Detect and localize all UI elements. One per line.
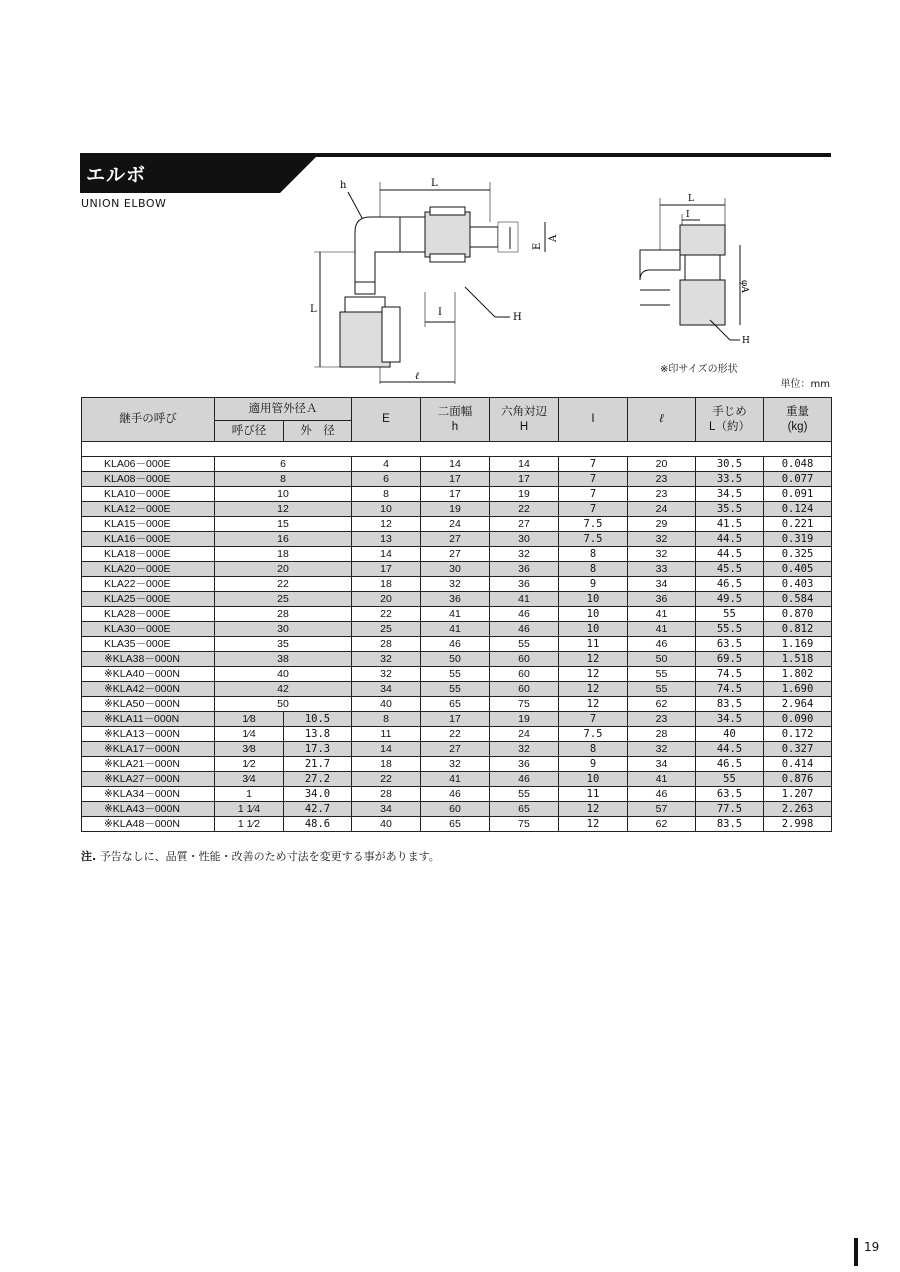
table-cell: 18 [352,577,421,592]
table-cell: 10 [559,622,628,637]
label-L-top: L [431,178,438,189]
table-row [82,667,832,682]
table-cell: 8 [559,562,628,577]
table-cell: KLA15－000E [82,517,215,532]
table-cell: 7.5 [559,517,628,532]
table-cell: 32 [490,547,559,562]
label-L2: L [688,194,694,204]
table-cell: 41 [628,607,696,622]
table-cell: 29 [628,517,696,532]
table-cell: 36 [628,592,696,607]
table-cell: 55 [696,607,764,622]
table-cell: KLA10－000E [82,487,215,502]
table-cell: 65 [490,802,559,817]
table-cell: 41 [421,622,490,637]
table-cell: 40 [352,817,421,832]
table-cell: KLA30－000E [82,622,215,637]
table-cell: 33 [628,562,696,577]
table-cell: ※KLA21－000N [82,757,215,772]
table-cell: KLA16－000E [82,532,215,547]
table-cell: 30 [215,622,352,637]
table-cell: 33.5 [696,472,764,487]
table-cell: 17.3 [284,742,352,757]
table-row [82,577,832,592]
col-L: 手じめ L（約） [696,398,764,442]
table-cell: 0.048 [764,457,832,472]
table-cell: 0.172 [764,727,832,742]
table-row [82,532,832,547]
table-cell: 14 [490,457,559,472]
table-cell: 46.5 [696,757,764,772]
table-cell: 27 [421,532,490,547]
table-cell: ※KLA11－000N [82,712,215,727]
table-cell: 3⁄4 [215,772,284,787]
table-cell: 40 [696,727,764,742]
table-cell: 17 [490,472,559,487]
table-cell: 1.518 [764,652,832,667]
page-number: 19 [864,1240,880,1254]
table-cell: 28 [352,787,421,802]
table-cell: 10 [559,607,628,622]
table-cell: KLA25－000E [82,592,215,607]
table-cell: 10 [559,772,628,787]
table-cell: 77.5 [696,802,764,817]
table-cell: 0.319 [764,532,832,547]
table-cell: 42 [215,682,352,697]
label-H2: H [742,336,750,346]
table-cell: 55 [628,682,696,697]
table-cell: 19 [490,487,559,502]
table-cell: 6 [215,457,352,472]
table-cell: 1.690 [764,682,832,697]
table-cell: 30.5 [696,457,764,472]
col-l: ℓ [628,398,696,442]
label-l: ℓ [415,371,420,382]
table-cell: 69.5 [696,652,764,667]
table-cell: 10 [215,487,352,502]
table-cell: ※KLA17－000N [82,742,215,757]
table-row [82,757,832,772]
table-cell: 0.091 [764,487,832,502]
table-cell: 30 [490,532,559,547]
table-row [82,607,832,622]
col-E: E [352,398,421,442]
table-cell: 27 [421,742,490,757]
table-cell: 27 [421,547,490,562]
table-cell: 32 [352,652,421,667]
table-cell: 36 [490,562,559,577]
col-nominal: 呼び径 [215,421,284,442]
table-cell: 12 [352,517,421,532]
table-row [82,592,832,607]
table-cell: 12 [559,817,628,832]
table-cell: 0.325 [764,547,832,562]
table-cell: 11 [352,727,421,742]
table-cell: 0.812 [764,622,832,637]
col-weight: 重量 (kg) [764,398,832,442]
table-cell: 20 [352,592,421,607]
table-row [82,697,832,712]
table-row [82,742,832,757]
section-subtitle: UNION ELBOW [81,197,167,210]
label-phiA: φA [739,280,749,293]
table-cell: 0.221 [764,517,832,532]
table-cell: 17 [421,472,490,487]
table-cell: 46 [490,607,559,622]
table-row [82,637,832,652]
table-cell: 32 [628,532,696,547]
table-cell: ※KLA48－000N [82,817,215,832]
table-cell: 41.5 [696,517,764,532]
table-cell: 34.5 [696,712,764,727]
label-I: I [438,307,442,318]
table-cell: 10 [352,502,421,517]
table-cell: 55.5 [696,622,764,637]
table-cell: 40 [215,667,352,682]
table-cell: 32 [628,742,696,757]
table-cell: 24 [628,502,696,517]
table-cell: 32 [490,742,559,757]
table-cell: 75 [490,817,559,832]
label-A: A [548,234,559,242]
table-cell: 8 [559,742,628,757]
table-cell: 12 [559,652,628,667]
table-cell: 34 [352,802,421,817]
table-cell: 55 [490,637,559,652]
table-cell: KLA08－000E [82,472,215,487]
table-cell: 41 [628,622,696,637]
table-cell: 12 [215,502,352,517]
table-cell: ※KLA50－000N [82,697,215,712]
table-cell: 60 [421,802,490,817]
table-cell: 41 [628,772,696,787]
footnote-label: 注. [81,850,97,863]
label-I2: I [686,210,690,220]
table-cell: ※KLA43－000N [82,802,215,817]
table-row [82,652,832,667]
label-L-side: L [310,304,317,315]
table-cell: 40 [352,697,421,712]
table-cell: 10.5 [284,712,352,727]
table-cell: 32 [421,577,490,592]
table-cell: 0.077 [764,472,832,487]
table-cell: 50 [215,697,352,712]
col-tube-od: 適用管外径Ａ [215,398,352,421]
table-cell: 74.5 [696,682,764,697]
table-cell: 12 [559,667,628,682]
table-cell: 9 [559,757,628,772]
table-cell: 38 [215,652,352,667]
table-cell: 16 [215,532,352,547]
table-cell: 7.5 [559,532,628,547]
table-cell: 14 [352,742,421,757]
table-cell: 14 [421,457,490,472]
table-cell: 48.6 [284,817,352,832]
table-cell: 19 [490,712,559,727]
table-cell: 7 [559,487,628,502]
table-cell: 1.207 [764,787,832,802]
table-cell: 4 [352,457,421,472]
table-cell: 46 [421,637,490,652]
table-cell: 1.802 [764,667,832,682]
n-type-shape-drawing [620,190,780,355]
table-row [82,727,832,742]
table-cell: 7 [559,457,628,472]
table-row [82,802,832,817]
col-h: 二面幅 h [421,398,490,442]
table-row [82,562,832,577]
table-cell: KLA06－000E [82,457,215,472]
col-outer: 外 径 [284,421,352,442]
table-cell: 36 [490,577,559,592]
table-cell: 62 [628,697,696,712]
table-cell: 22 [421,727,490,742]
table-row [82,622,832,637]
table-cell: 41 [421,772,490,787]
table-cell: 2.964 [764,697,832,712]
table-cell: 32 [352,667,421,682]
table-cell: 63.5 [696,787,764,802]
table-cell: 28 [628,727,696,742]
table-cell: 12 [559,682,628,697]
table-cell: 32 [421,757,490,772]
table-row [82,472,832,487]
table-cell: ※KLA40－000N [82,667,215,682]
table-cell: 23 [628,487,696,502]
table-cell: 65 [421,697,490,712]
table-cell: 2.998 [764,817,832,832]
table-cell: ※KLA42－000N [82,682,215,697]
table-cell: 60 [490,652,559,667]
table-cell: 13 [352,532,421,547]
table-cell: 7 [559,472,628,487]
table-cell: 17 [421,712,490,727]
spec-table [81,397,832,832]
table-cell: 11 [559,787,628,802]
table-cell: 0.584 [764,592,832,607]
table-cell: 42.7 [284,802,352,817]
table-cell: 9 [559,577,628,592]
table-cell: 55 [628,667,696,682]
table-cell: 1⁄2 [215,757,284,772]
table-cell: 21.7 [284,757,352,772]
table-cell: 6 [352,472,421,487]
table-cell: 22 [352,772,421,787]
table-row [82,547,832,562]
table-row [82,682,832,697]
table-cell: 50 [421,652,490,667]
table-cell: 30 [421,562,490,577]
table-cell: 65 [421,817,490,832]
table-cell: 22 [352,607,421,622]
table-cell: 1⁄4 [215,727,284,742]
table-cell: 34 [628,577,696,592]
table-cell: 23 [628,712,696,727]
table-cell: 74.5 [696,667,764,682]
table-cell: 25 [352,622,421,637]
unit-label: 単位：mm [780,379,830,390]
table-cell: ※KLA38－000N [82,652,215,667]
table-cell: 0.405 [764,562,832,577]
table-cell: 18 [215,547,352,562]
table-cell: 7 [559,712,628,727]
table-row [82,712,832,727]
table-cell: 0.090 [764,712,832,727]
table-cell: 55 [421,667,490,682]
table-cell: ※KLA34－000N [82,787,215,802]
table-cell: 41 [421,607,490,622]
table-cell: 18 [352,757,421,772]
shape-note: ※印サイズの形状 [660,364,738,375]
table-cell: ※KLA27－000N [82,772,215,787]
label-h: h [340,180,347,191]
table-cell: 34 [352,682,421,697]
table-cell: 28 [352,637,421,652]
table-cell: 17 [352,562,421,577]
table-cell: 1 1⁄4 [215,802,284,817]
table-cell: 49.5 [696,592,764,607]
label-E: E [532,242,543,250]
table-cell: 15 [215,517,352,532]
table-row [82,517,832,532]
table-row [82,487,832,502]
table-cell: 44.5 [696,742,764,757]
table-cell: 55 [696,772,764,787]
table-cell: 46 [628,787,696,802]
table-cell: 12 [559,802,628,817]
table-row [82,457,832,472]
table-cell: 17 [421,487,490,502]
table-cell: 0.124 [764,502,832,517]
table-cell: 60 [490,682,559,697]
table-cell: 3⁄8 [215,742,284,757]
table-cell: 0.414 [764,757,832,772]
table-cell: 0.327 [764,742,832,757]
table-cell: 25 [215,592,352,607]
table-cell: 55 [421,682,490,697]
table-cell: KLA20－000E [82,562,215,577]
table-row [82,772,832,787]
table-cell: 22 [215,577,352,592]
table-cell: 7.5 [559,727,628,742]
table-cell: KLA18－000E [82,547,215,562]
table-cell: 45.5 [696,562,764,577]
table-cell: 32 [628,547,696,562]
table-cell: 75 [490,697,559,712]
table-cell: 14 [352,547,421,562]
table-cell: 83.5 [696,817,764,832]
table-cell: 8 [215,472,352,487]
table-cell: 10 [559,592,628,607]
table-cell: KLA22－000E [82,577,215,592]
table-cell: 35 [215,637,352,652]
col-name: 継手の呼び [82,398,215,442]
table-cell: 44.5 [696,547,764,562]
table-cell: 12 [559,697,628,712]
page-marker [854,1238,858,1266]
table-cell: 24 [490,727,559,742]
table-cell: 0.403 [764,577,832,592]
table-cell: 27.2 [284,772,352,787]
table-cell: 36 [490,757,559,772]
table-cell: 1⁄8 [215,712,284,727]
table-cell: 27 [490,517,559,532]
table-cell: KLA35－000E [82,637,215,652]
table-cell: 63.5 [696,637,764,652]
table-cell: 1 1⁄2 [215,817,284,832]
label-H: H [513,312,522,323]
table-cell: 1.169 [764,637,832,652]
table-cell: 35.5 [696,502,764,517]
col-I: I [559,398,628,442]
table-cell: 34 [628,757,696,772]
table-cell: 34.0 [284,787,352,802]
table-cell: 44.5 [696,532,764,547]
table-cell: 20 [215,562,352,577]
table-cell: 60 [490,667,559,682]
table-cell: 46 [490,622,559,637]
table-cell: 55 [490,787,559,802]
table-cell: 41 [490,592,559,607]
table-cell: 62 [628,817,696,832]
table-cell: 34.5 [696,487,764,502]
spec-table-body [82,442,832,832]
table-cell: 28 [215,607,352,622]
union-elbow-drawing [300,172,570,387]
footnote-text: 予告なしに、品質・性能・改善のため寸法を変更する事があります。 [99,850,440,863]
table-cell: 8 [352,712,421,727]
table-cell: 19 [421,502,490,517]
table-cell: 24 [421,517,490,532]
table-cell: ※KLA13－000N [82,727,215,742]
table-cell: 50 [628,652,696,667]
table-cell: 57 [628,802,696,817]
table-cell: 46 [490,772,559,787]
table-cell: 0.870 [764,607,832,622]
footnote [81,848,440,864]
table-cell: KLA12－000E [82,502,215,517]
col-H: 六角対辺 H [490,398,559,442]
table-cell: KLA28－000E [82,607,215,622]
table-cell: 2.263 [764,802,832,817]
table-cell: 46 [421,787,490,802]
table-cell: 46.5 [696,577,764,592]
table-row [82,817,832,832]
table-cell: 13.8 [284,727,352,742]
table-cell: 36 [421,592,490,607]
table-cell: 0.876 [764,772,832,787]
table-cell: 8 [352,487,421,502]
section-title: エルボ [86,164,147,186]
table-cell: 11 [559,637,628,652]
table-row [82,502,832,517]
table-row [82,787,832,802]
table-cell: 23 [628,472,696,487]
table-cell: 83.5 [696,697,764,712]
table-cell: 7 [559,502,628,517]
table-cell: 20 [628,457,696,472]
table-cell: 22 [490,502,559,517]
table-cell: 8 [559,547,628,562]
table-cell: 1 [215,787,284,802]
table-cell: 46 [628,637,696,652]
